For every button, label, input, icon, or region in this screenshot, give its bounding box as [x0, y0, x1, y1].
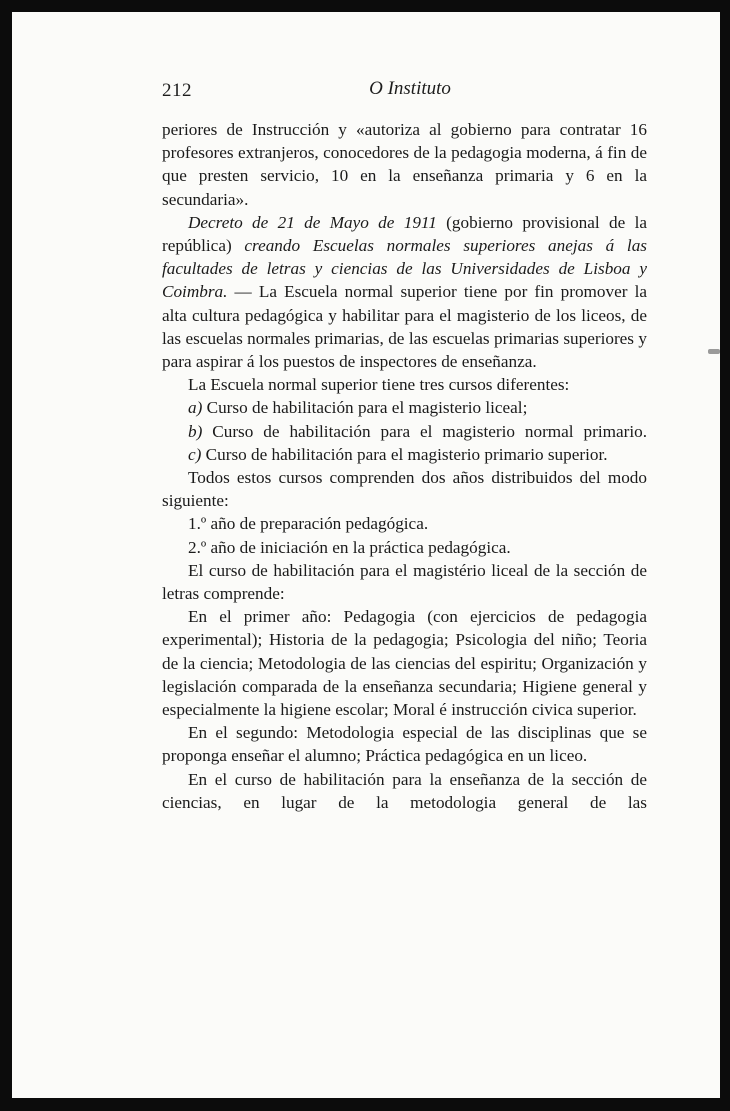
- list-item-year-2: [162, 536, 647, 559]
- paragraph-text: El curso de habilitación para el magistério liceal de la sección de letras comprende:: [162, 560, 647, 604]
- paragraph-decree: [162, 211, 647, 373]
- paragraph-text: Todos estos cursos comprenden dos años distribuidos del modo siguiente:: [162, 468, 647, 511]
- list-letter: c): [188, 444, 202, 464]
- book-page: [12, 12, 720, 1098]
- body-text: [162, 118, 647, 814]
- list-item-course-b: [162, 420, 647, 443]
- page-number: 212: [162, 80, 192, 101]
- paragraph-text: En el primer año: Pedagogia (con ejercicios de pedagogia experimental); Historia de la pedagogia; Psicologia del niño; Teoria de la ciencia; Metodologia de las ciencias del espiritu; Organización y legislación comparada de la enseñanza secundaria; Higiene general y especialmente la higiene escolar; Moral é instrucción civica superior.: [162, 607, 647, 720]
- decree-text: — La Escuela normal superior tiene por fin promover la alta cultura pedagógica y habilitar para el magisterio de los liceos, de las escuelas normales primarias, de las escuelas primarias superiores y para aspirar á los puestos de inspectores de enseñanza.: [162, 282, 647, 372]
- list-text: Curso de habilitación para el magisterio normal primario.: [202, 421, 647, 441]
- list-letter: b): [188, 421, 203, 441]
- list-item-year-1: [162, 512, 647, 535]
- decree-parenthetical: (gobierno provisional de la república): [162, 212, 647, 256]
- paragraph-continuation: [162, 118, 647, 211]
- list-text: Curso de habilitación para el magisterio primario superior.: [201, 444, 608, 464]
- paragraph-text: 1.º año de preparación pedagógica.: [188, 514, 429, 534]
- paragraph-text: 2.º año de iniciación en la práctica pedagógica.: [188, 537, 511, 557]
- paragraph-text: En el segundo: Metodologia especial de las disciplinas que se proponga enseñar el alumno; Práctica pedagógica en un liceo.: [162, 723, 647, 766]
- list-item-course-c: [162, 443, 647, 466]
- running-title: O Instituto: [369, 78, 451, 99]
- decree-date: Decreto de 21 de Mayo de 1911: [188, 212, 437, 232]
- paragraph-text: periores de Instrucción y «autoriza al gobierno para contratar 16 profesores extranjeros, conocedores de la pedagogia moderna, á fin de que presten servicio, 10 en la enseñanza primaria y 6 en la secundaria».: [162, 120, 647, 209]
- paragraph-second-year: [162, 721, 647, 767]
- paragraph-first-year: [162, 605, 647, 721]
- list-letter: a): [188, 398, 203, 418]
- list-item-course-a: [162, 396, 647, 419]
- paragraph-letters-section: [162, 559, 647, 605]
- decree-title: creando Escuelas normales superiores anejas á las facultades de letras y ciencias de las Universidades de Lisboa y Coimbra.: [162, 236, 647, 302]
- list-text: Curso de habilitación para el magisterio liceal;: [202, 398, 528, 418]
- paragraph-text: En el curso de habilitación para la enseñanza de la sección de ciencias, en lugar de la metodologia general de las: [162, 769, 647, 812]
- page-header: [162, 78, 658, 106]
- paragraph-courses-intro: [162, 373, 647, 396]
- paragraph-sciences-section: [162, 768, 647, 814]
- paragraph-text: La Escuela normal superior tiene tres cursos diferentes:: [188, 375, 570, 395]
- page-edge-mark: [708, 349, 720, 354]
- paragraph-duration: [162, 466, 647, 512]
